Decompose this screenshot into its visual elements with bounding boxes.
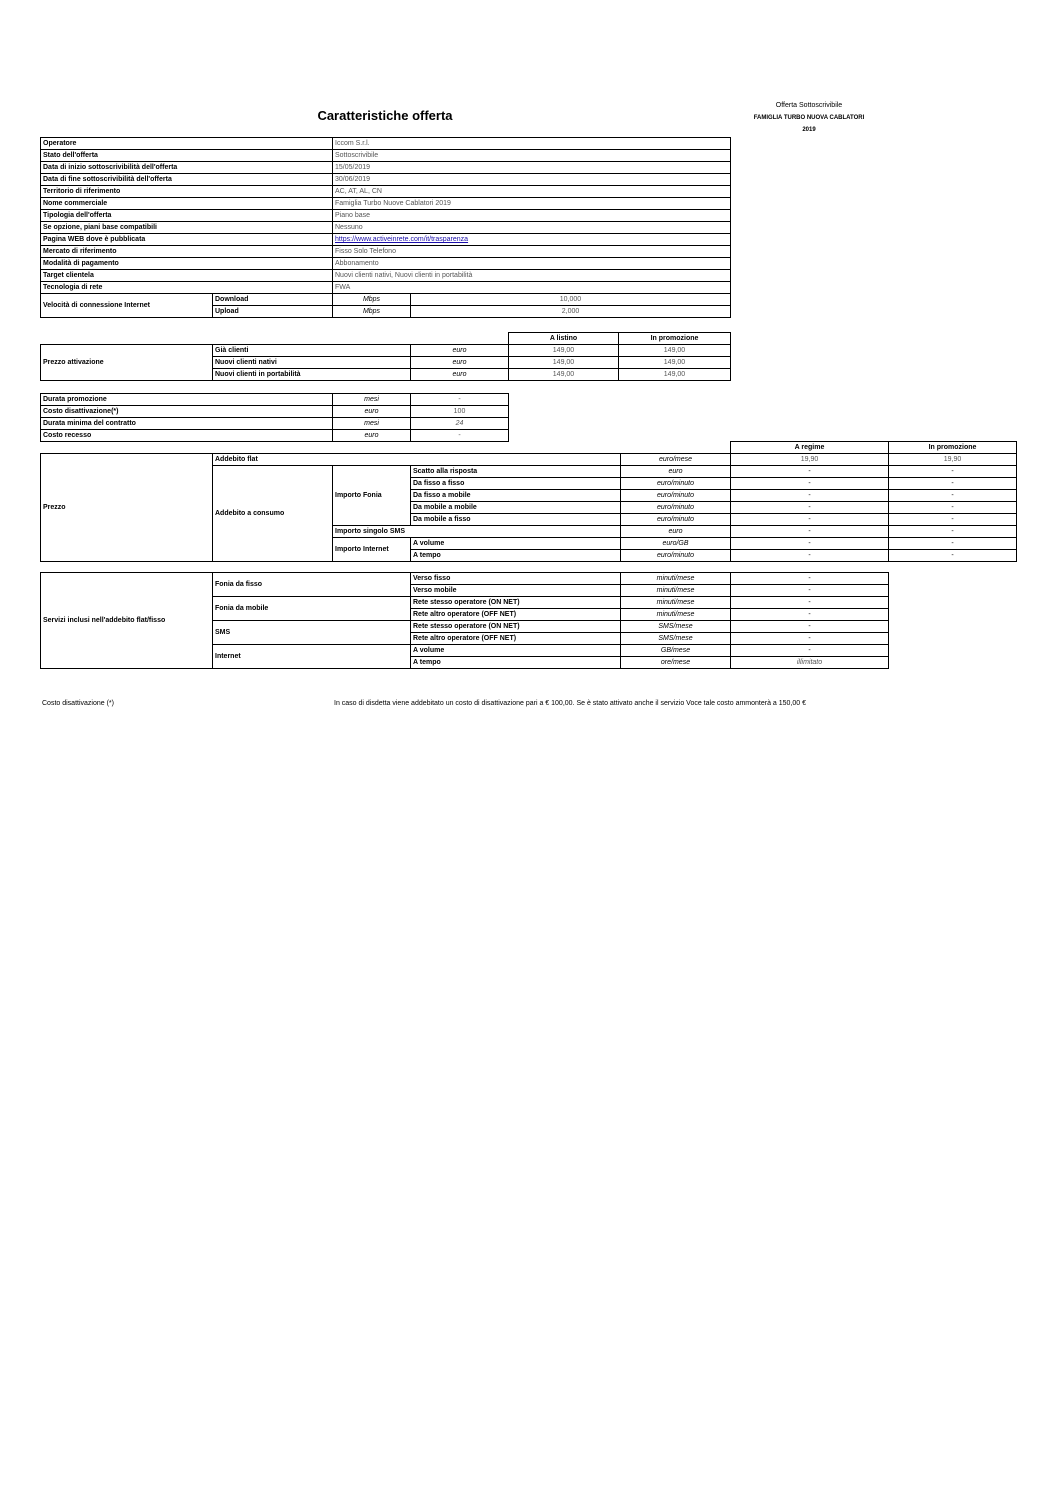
offer-info-table xyxy=(40,137,731,318)
activation-row-promo: 149,00 xyxy=(619,369,731,381)
voice-row-promo: - xyxy=(889,466,1017,478)
voice-row-unit: euro/minuto xyxy=(621,478,731,490)
info-row-label: Pagina WEB dove è pubblicata xyxy=(41,234,333,246)
voice-row-unit: euro xyxy=(621,466,731,478)
info-row xyxy=(41,246,731,258)
service-row-label: Rete altro operatore (OFF NET) xyxy=(411,633,621,645)
info-row-value: Piano base xyxy=(333,210,731,222)
download-value: 10,000 xyxy=(411,294,731,306)
info-row-label: Nome commerciale xyxy=(41,198,333,210)
info-row-value: Famiglia Turbo Nuove Cablatori 2019 xyxy=(333,198,731,210)
internet-row-regime: - xyxy=(731,538,889,550)
service-row-unit: GB/mese xyxy=(621,645,731,657)
internet-price-label: Importo Internet xyxy=(333,538,411,562)
included-services-label: Servizi inclusi nell'addebito flat/fisso xyxy=(41,573,213,669)
service-row-label: Rete stesso operatore (ON NET) xyxy=(411,621,621,633)
info-row-value: Iccom S.r.l. xyxy=(333,138,731,150)
voice-row-unit: euro/minuto xyxy=(621,490,731,502)
activation-row-unit: euro xyxy=(411,369,509,381)
duration-row-value: - xyxy=(411,394,509,406)
service-group-label: Internet xyxy=(213,645,411,669)
speed-label: Velocità di connessione Internet xyxy=(41,294,213,318)
flat-fee-label: Addebito flat xyxy=(213,454,621,466)
service-row-unit: ore/mese xyxy=(621,657,731,669)
page-title: Caratteristiche offerta xyxy=(317,108,453,123)
service-group-label: SMS xyxy=(213,621,411,645)
activation-row-listino: 149,00 xyxy=(509,369,619,381)
service-row-value: - xyxy=(731,621,889,633)
info-row-value xyxy=(333,234,731,246)
info-row xyxy=(41,258,731,270)
internet-row-regime: - xyxy=(731,550,889,562)
download-unit: Mbps xyxy=(333,294,411,306)
activation-label: Prezzo attivazione xyxy=(41,345,213,381)
activation-row-unit: euro xyxy=(411,345,509,357)
service-row-unit: SMS/mese xyxy=(621,621,731,633)
info-row-label: Stato dell'offerta xyxy=(41,150,333,162)
voice-row-regime: - xyxy=(731,478,889,490)
duration-row-unit: euro xyxy=(333,406,411,418)
voice-row-regime: - xyxy=(731,490,889,502)
duration-row-label: Costo disattivazione(*) xyxy=(41,406,333,418)
info-row xyxy=(41,150,731,162)
info-row-value: Fisso Solo Telefono xyxy=(333,246,731,258)
offer-name-line: FAMIGLIA TURBO NUOVA CABLATORI xyxy=(753,115,865,121)
sms-price-label: Importo singolo SMS xyxy=(333,526,621,538)
info-row xyxy=(41,222,731,234)
voice-row-unit: euro/minuto xyxy=(621,514,731,526)
download-label: Download xyxy=(213,294,333,306)
info-row xyxy=(41,138,731,150)
duration-table xyxy=(40,393,509,442)
voice-row-label: Da mobile a fisso xyxy=(411,514,621,526)
activation-row-promo: 149,00 xyxy=(619,345,731,357)
activation-row-listino: 149,00 xyxy=(509,345,619,357)
duration-row-value: - xyxy=(411,430,509,442)
activation-row-promo: 149,00 xyxy=(619,357,731,369)
activation-row-label: Nuovi clienti in portabilità xyxy=(213,369,411,381)
info-row-label: Target clientela xyxy=(41,270,333,282)
duration-row-label: Durata minima del contratto xyxy=(41,418,333,430)
info-row xyxy=(41,270,731,282)
info-row xyxy=(41,186,731,198)
info-row-label: Tecnologia di rete xyxy=(41,282,333,294)
service-row-unit: minuti/mese xyxy=(621,585,731,597)
voice-row-regime: - xyxy=(731,514,889,526)
info-row xyxy=(41,210,731,222)
voice-row-label: Da fisso a fisso xyxy=(411,478,621,490)
service-group-label: Fonia da mobile xyxy=(213,597,411,621)
info-row-label: Modalità di pagamento xyxy=(41,258,333,270)
duration-row-unit: mesi xyxy=(333,418,411,430)
duration-row-value: 24 xyxy=(411,418,509,430)
service-row-value: - xyxy=(731,645,889,657)
flat-fee-unit: euro/mese xyxy=(621,454,731,466)
voice-row-unit: euro/minuto xyxy=(621,502,731,514)
upload-label: Upload xyxy=(213,306,333,318)
service-row-value: - xyxy=(731,633,889,645)
col-listino-header: A listino xyxy=(509,333,619,345)
price-label: Prezzo xyxy=(41,454,213,562)
duration-row-unit: mesi xyxy=(333,394,411,406)
duration-row-unit: euro xyxy=(333,430,411,442)
footnote-label: Costo disattivazione (*) xyxy=(42,700,114,707)
voice-row-label: Scatto alla risposta xyxy=(411,466,621,478)
activation-price-table xyxy=(40,332,731,381)
info-row-label: Data di inizio sottoscrivibilità dell'offerta xyxy=(41,162,333,174)
service-row-label: A volume xyxy=(411,645,621,657)
service-row-label: Rete stesso operatore (ON NET) xyxy=(411,597,621,609)
info-row xyxy=(41,234,731,246)
offer-status-line: Offerta Sottoscrivibile xyxy=(775,102,843,109)
service-row-value: - xyxy=(731,609,889,621)
upload-value: 2,000 xyxy=(411,306,731,318)
activation-row-label: Già clienti xyxy=(213,345,411,357)
voice-row-regime: - xyxy=(731,466,889,478)
upload-unit: Mbps xyxy=(333,306,411,318)
service-row-unit: minuti/mese xyxy=(621,573,731,585)
voice-row-label: Da fisso a mobile xyxy=(411,490,621,502)
info-row-value: AC, AT, AL, CN xyxy=(333,186,731,198)
offer-web-page-link[interactable]: https://www.activeinrete.com/it/trasparenza xyxy=(335,236,469,243)
offer-year-line: 2019 xyxy=(802,127,816,133)
service-row-label: Verso fisso xyxy=(411,573,621,585)
info-row-value: Sottoscrivibile xyxy=(333,150,731,162)
voice-price-label: Importo Fonia xyxy=(333,466,411,526)
internet-row-unit: euro/GB xyxy=(621,538,731,550)
service-row-value: illimitato xyxy=(731,657,889,669)
flat-fee-regime: 19,90 xyxy=(731,454,889,466)
info-row-value: 30/06/2019 xyxy=(333,174,731,186)
footnote-text: In caso di disdetta viene addebitato un costo di disattivazione pari a € 100,00. Se è stato attivato anche il servizio Voce tale costo ammonterà a 150,00 € xyxy=(334,700,807,707)
voice-row-promo: - xyxy=(889,514,1017,526)
internet-row-promo: - xyxy=(889,538,1017,550)
info-row xyxy=(41,198,731,210)
voice-row-promo: - xyxy=(889,478,1017,490)
internet-row-promo: - xyxy=(889,550,1017,562)
info-row-label: Territorio di riferimento xyxy=(41,186,333,198)
voice-row-label: Da mobile a mobile xyxy=(411,502,621,514)
service-row-label: Verso mobile xyxy=(411,585,621,597)
col-regime-header: A regime xyxy=(731,442,889,454)
internet-row-unit: euro/minuto xyxy=(621,550,731,562)
col-promo-header: In promozione xyxy=(619,333,731,345)
service-row-unit: SMS/mese xyxy=(621,633,731,645)
internet-row-label: A volume xyxy=(411,538,621,550)
service-row-label: A tempo xyxy=(411,657,621,669)
sms-price-unit: euro xyxy=(621,526,731,538)
sms-price-regime: - xyxy=(731,526,889,538)
service-row-value: - xyxy=(731,597,889,609)
info-row-value: Abbonamento xyxy=(333,258,731,270)
activation-row-listino: 149,00 xyxy=(509,357,619,369)
flat-fee-promo: 19,90 xyxy=(889,454,1017,466)
service-row-value: - xyxy=(731,585,889,597)
duration-row-label: Costo recesso xyxy=(41,430,333,442)
consumption-fee-label: Addebito a consumo xyxy=(213,466,333,562)
included-services-table xyxy=(40,572,889,669)
col-promo-header: In promozione xyxy=(889,442,1017,454)
service-row-unit: minuti/mese xyxy=(621,609,731,621)
activation-row-label: Nuovi clienti nativi xyxy=(213,357,411,369)
info-row-value: Nuovi clienti nativi, Nuovi clienti in portabilità xyxy=(333,270,731,282)
info-row-value: 15/05/2019 xyxy=(333,162,731,174)
service-row-unit: minuti/mese xyxy=(621,597,731,609)
voice-row-promo: - xyxy=(889,490,1017,502)
info-row-label: Tipologia dell'offerta xyxy=(41,210,333,222)
duration-row-value: 100 xyxy=(411,406,509,418)
service-row-label: Rete altro operatore (OFF NET) xyxy=(411,609,621,621)
info-row-label: Operatore xyxy=(41,138,333,150)
price-table xyxy=(40,441,1017,562)
info-row xyxy=(41,162,731,174)
duration-row-label: Durata promozione xyxy=(41,394,333,406)
internet-row-label: A tempo xyxy=(411,550,621,562)
service-group-label: Fonia da fisso xyxy=(213,573,411,597)
voice-row-promo: - xyxy=(889,502,1017,514)
service-row-value: - xyxy=(731,573,889,585)
sms-price-promo: - xyxy=(889,526,1017,538)
activation-row-unit: euro xyxy=(411,357,509,369)
offer-status-note xyxy=(728,100,890,136)
info-row-value: Nessuno xyxy=(333,222,731,234)
info-row-label: Se opzione, piani base compatibili xyxy=(41,222,333,234)
info-row-value: FWA xyxy=(333,282,731,294)
info-row xyxy=(41,174,731,186)
info-row-label: Data di fine sottoscrivibilità dell'offerta xyxy=(41,174,333,186)
voice-row-regime: - xyxy=(731,502,889,514)
info-row xyxy=(41,282,731,294)
info-row-label: Mercato di riferimento xyxy=(41,246,333,258)
